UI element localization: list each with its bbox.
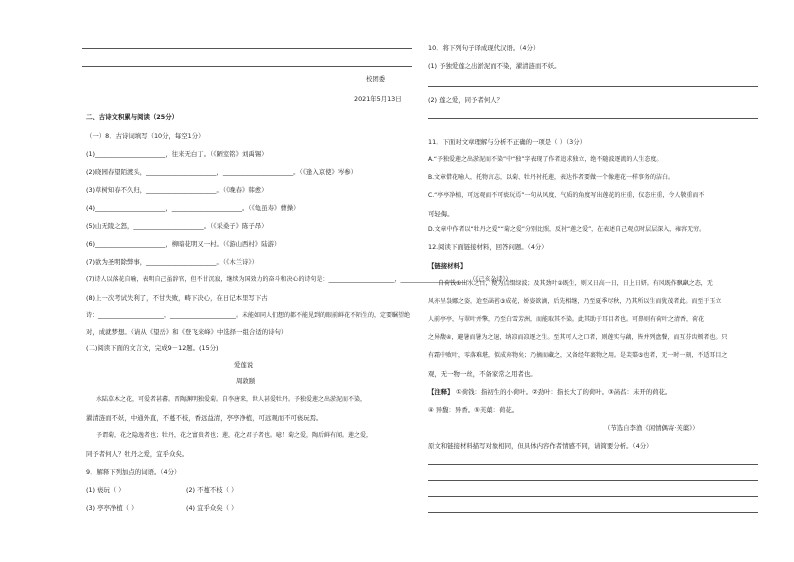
- question-line: (2) 莲之爱，同予者何人？: [428, 96, 503, 104]
- answer-line: [428, 512, 758, 513]
- section-heading: 二、古诗文积累与阅读（25分）: [86, 113, 178, 121]
- date: 2021年5月13日: [354, 95, 402, 103]
- link-paragraph: 观，无一物一丝，不备家常之用者也。: [428, 370, 537, 378]
- note-label: 【注释】: [428, 388, 454, 396]
- question-heading: 9．解释下列加点的词语。（4分）: [86, 468, 181, 476]
- link-paragraph: 自荷钱①出水之日，便为点缀绿波；及其劲叶②既生，则又日高一日，日上日妍。有风既作飘飖之态，无: [438, 280, 713, 287]
- essay-author: 周敦颐: [236, 377, 256, 385]
- part-heading: （一）8．古诗词填写（10分，每空1分）: [86, 132, 205, 140]
- question-heading: 11．下面对文章理解与分析不正确的一项是（ ）（3分）: [428, 138, 587, 146]
- question-line: (7)欲为圣明除弊事，______________________。（《木兰诗》）: [86, 258, 258, 266]
- source-citation: （节选自李渔《闲情偶寄·芙蕖》）: [604, 424, 699, 432]
- link-label: 【链接材料】: [428, 262, 467, 270]
- answer-line: [428, 496, 758, 497]
- answer-line: [428, 480, 758, 481]
- question-line: (8)上一次考试失利了，不甘失败，畴下决心，在日记本里写下古: [86, 294, 268, 302]
- link-paragraph: 有霜中败叶，零落难堪，似成弃物矣；乃摘而藏之，又备经年裹物之用。是芙蕖⑤也者，无一时一刻，不适耳目之: [428, 352, 728, 359]
- question-line: (6)______________________，柳暗花明又一村。（《游山西村》陆游）: [86, 240, 281, 248]
- school-name: 校团委: [366, 75, 386, 83]
- question-line: (4)______________________，______________________。（《龟虽寿》曹操）: [86, 204, 300, 212]
- question-line: (2)晓园春望陌渡头，______________________，______________________。（《逢入京使》岑参）: [86, 168, 358, 176]
- question-item: (2) 不蔓不枝（ ）: [186, 486, 238, 494]
- question-line: (1)______________________，往来无白丁。（《陋室铭》刘禹锡）: [86, 150, 268, 158]
- essay-paragraph: 水陆草木之花，可爱者甚蕃。晋陶渊明独爱菊。自李唐来，世人甚爱牡丹。予独爱莲之出淤泥而不染，: [96, 396, 367, 403]
- link-paragraph: 风亦呈袅娜之姿，迨至菡萏③成花，娇姿欲滴，后先相继，乃至夏季尽秋，乃其所以生而犹茂者此。而至于玉立: [428, 298, 722, 305]
- question-line: (1) 予独爱莲之出淤泥而不染，濯清涟而不妖。: [428, 62, 561, 70]
- question-line: (5)山无陵之怒，______________________。（《采桑子》陈子昂）: [86, 222, 268, 230]
- answer-line: [428, 118, 758, 119]
- link-paragraph: 之异馥④，避暑而暑为之退，纳凉而凉逐之生。至其可人之口者，则莲实与藕，皆并列盘餐，而互芬齿颊者也。只: [428, 334, 728, 341]
- option-d: D.文章中作者以“牡丹之爱”“菊之爱”分别比照，反衬“莲之爱”，在表述自己观点时层层深入，雍容无穷。: [428, 226, 706, 233]
- option-c: 可轻侮。: [428, 210, 454, 218]
- link-paragraph: 人前亭亭，与翠叶并擎，乃至白雪芳洲，而能取其不染。此其助于耳目者也。可鼻则有荷叶之清香，荷花: [428, 316, 705, 323]
- question-heading: 12.阅读下面链接材料，回答问题。（4分）: [428, 243, 548, 251]
- question-line: (3)草树知春不久归，______________________。（《晚春》韩愈）: [86, 186, 268, 194]
- question-item: (4) 宜乎众矣（ ）: [186, 504, 238, 512]
- answer-line: [82, 66, 412, 67]
- question-line: 诗：______________________，______________________。未能如同人们想的都不能见到的眼前鲜花不陌生的，定要瞩望绝: [86, 312, 411, 319]
- question-line: 对，成就梦想。（请从《望岳》和《登飞来峰》中选择一组合适的诗句）: [86, 328, 288, 336]
- option-b: B.文章借花喻人，托物言志，以菊、牡丹衬托莲，表达作者要做一个像莲花一样事务的洁白。: [428, 174, 675, 181]
- question-line: (7)诗人以落花自喻，表明自己虽辞官，但不甘沉寂，继续为国效力的奋斗和决心的诗句是：______________________，______________________。（《己亥杂诗》）: [86, 276, 512, 283]
- answer-line: [428, 86, 758, 87]
- option-c: C.“亭亭净植，可远观而不可亵玩焉”一句从风度、气质的角度写出莲花的庄重，仪态庄重，令人敬重而不: [428, 192, 705, 199]
- essay-paragraph: 予谓菊，花之隐逸者也；牡丹，花之富贵者也；莲，花之君子者也。噫！菊之爱，陶后鲜有闻。莲之爱，: [96, 432, 373, 439]
- essay-title: 爱莲说: [234, 361, 254, 369]
- essay-paragraph: 濯清涟而不妖，中通外直，不蔓不枝，香远益清，亭亭净植，可远观而不可亵玩焉。: [86, 414, 323, 422]
- note-text: ④ 异馥：异香。⑤芙蕖：荷花。: [428, 406, 519, 414]
- option-a: A.“予独爱莲之出淤泥而不染”中“独”字表现了作者追求独立，绝不随波逐流的人生态度。: [428, 156, 663, 163]
- question-item: (1) 亵玩（ ）: [86, 486, 125, 494]
- essay-paragraph: 同予者何人？牡丹之爱，宜乎众矣。: [86, 450, 189, 458]
- note-text: ①荷钱：指初生的小荷叶。②劲叶：指长大了的荷叶。③菡萏：未开的荷花。: [456, 388, 672, 396]
- answer-line: [82, 48, 412, 49]
- question-heading: 10．将下列句子译成现代汉语。（4分）: [428, 44, 540, 52]
- question-line: 原文和链接材料描写对象相同，但具体内容作者情感不同，请简要分析。（4分）: [428, 442, 653, 450]
- part-heading: (二)阅读下面的文言文，完成9－12题。(15分): [86, 344, 219, 352]
- question-item: (3) 亭亭净植（ ）: [86, 504, 138, 512]
- answer-line: [428, 464, 758, 465]
